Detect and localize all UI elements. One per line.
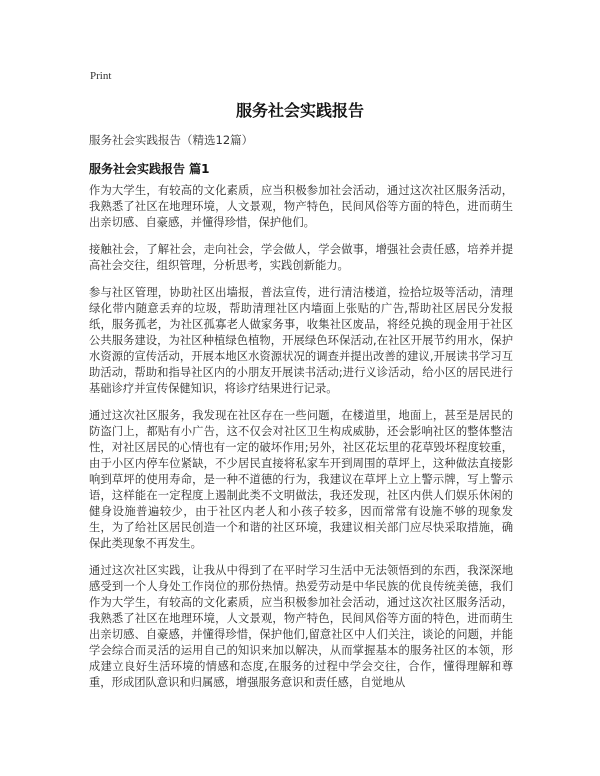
paragraph: 参与社区管理，协助社区出墙报，普法宣传，进行清洁楼道，捡拾垃圾等活动，清理绿化带内随意丢弃的垃圾，帮助清理社区内墙面上张贴的广告,帮助社区居民分发报纸，服务孤老，为社区孤寡老人做家务事，收集社区废品，将经兑换的现金用于社区公共服务建设，为社区种植绿色植物，开展绿色环保活动,在社区开展节约用水，保护水资源的宣传活动，开展本地区水资源状况的调查并提出改善的建议,开展读书学习互助活动，帮助和指导社区内的小朋友开展读书活动;进行义诊活动，给小区的居民进行基础诊疗并宣传保健知识，将诊疗结果进行记录。 bbox=[89, 286, 513, 395]
print-label: Print bbox=[90, 70, 112, 82]
paragraph: 接触社会，了解社会，走向社会，学会做人，学会做事，增强社会责任感，培养并提高社会交往，组织管理，分析思考，实践创新能力。 bbox=[89, 243, 513, 272]
document-subtitle: 服务社会实践报告（精选12篇） bbox=[89, 133, 254, 147]
paragraph: 通过这次社区服务，我发现在社区存在一些问题，在楼道里，地面上，甚至是居民的防盗门上，都贴有小广告，这不仅会对社区卫生构成威胁，还会影响社区的整体整洁性，对社区居民的心情也有一定的破坏作用;另外，社区花坛里的花草毁坏程度较重，由于小区内停车位紧缺，不少居民直接将私家车开到周围的草坪上，这种做法直接影响到草坪的使用寿命，是一种不道德的行为，我建议在草坪上立上警示牌，写上警示语，这样能在一定程度上遏制此类不文明做法，我还发现，社区内供人们娱乐休闲的健身设施普遍较少，由于社区内老人和小孩子较多，因而常常有设施不够的现象发生，为了给社区居民创造一个和谐的社区环境，我建议相关部门应尽快采取措施，确保此类现象不再发生。 bbox=[89, 409, 513, 550]
section-heading: 服务社会实践报告 篇1 bbox=[89, 162, 210, 176]
page-title: 服务社会实践报告 bbox=[235, 101, 364, 120]
paragraph: 通过这次社区实践，让我从中得到了在平时学习生活中无法领悟到的东西，我深深地感受到一个人身处工作岗位的那份热情。热爱劳动是中华民族的优良传统美德，我们作为大学生，有较高的文化素质，应当积极参加社会活动，通过这次社区服务活动，我熟悉了社区在地理环境，人文景观，物产特色，民间风俗等方面的特色，进而萌生出亲切感、自豪感，并懂得珍惜，保护他们,留意社区中人们关注，谈论的问题，并能学会综合而灵活的运用自己的知识来加以解决，从而掌握基本的服务社区的本领，形成建立良好生活环境的情感和态度,在服务的过程中学会交往，合作，懂得理解和尊重，形成团队意识和归属感，增强服务意识和责任感，自觉地从 bbox=[89, 564, 513, 689]
paragraph: 作为大学生，有较高的文化素质，应当积极参加社会活动，通过这次社区服务活动，我熟悉了社区在地理环境，人文景观，物产特色，民间风俗等方面的特色，进而萌生出亲切感、自豪感，并懂得珍惜，保护他们。 bbox=[89, 184, 513, 229]
document-body bbox=[89, 183, 513, 702]
